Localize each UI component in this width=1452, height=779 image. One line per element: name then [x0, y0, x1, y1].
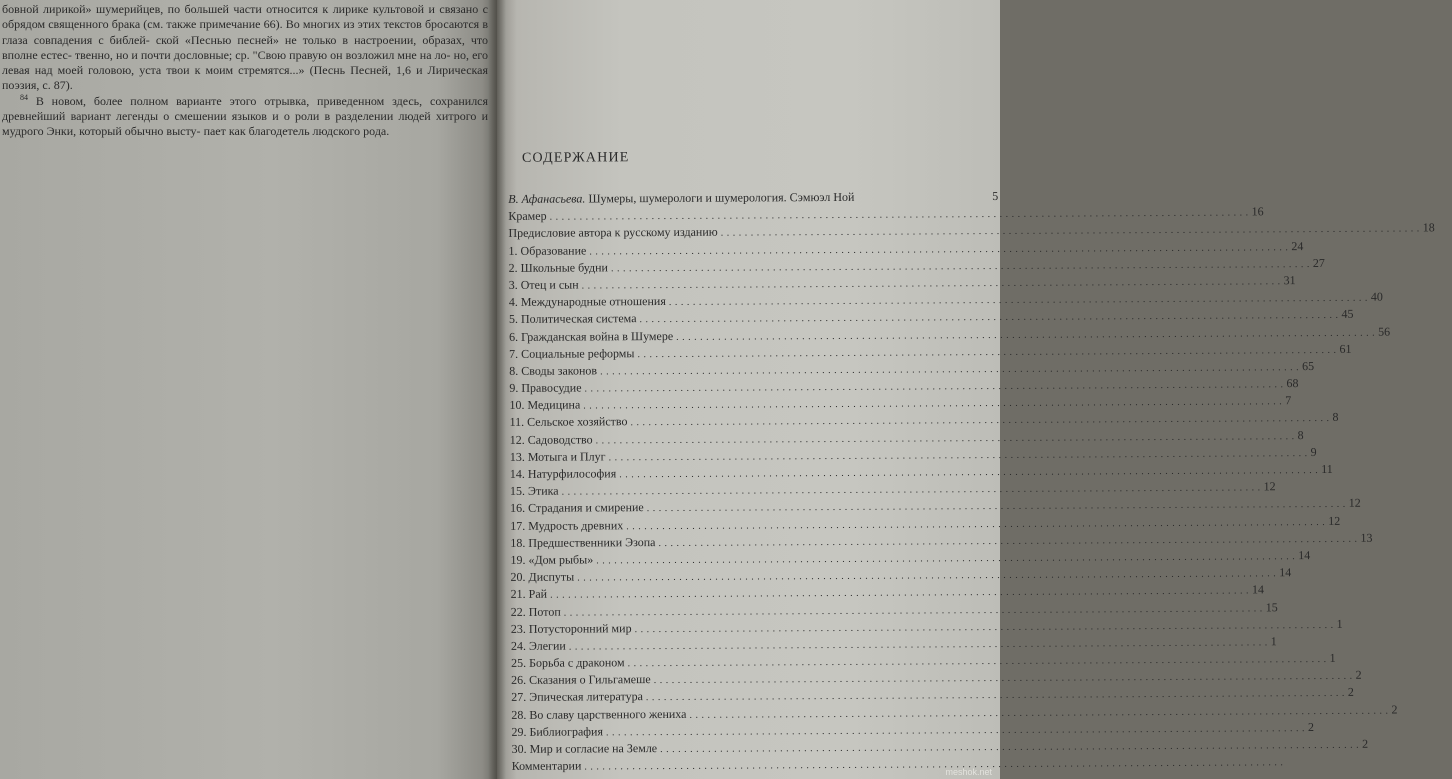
toc-entry-page: 40: [1370, 289, 1383, 304]
toc-entry-page: 9: [1310, 444, 1317, 459]
note-83-continuation: [2, 2, 488, 94]
toc-entry-page: 1: [1329, 650, 1336, 665]
toc-entry-page: 15: [1265, 599, 1278, 614]
toc-entry-page: 8: [1297, 427, 1304, 442]
toc-entry-title: 14. Натурфилософия: [509, 466, 617, 481]
note-line: культовой и связано с обрядом священного брака (см. также примечание: [2, 2, 488, 32]
toc-entry-page: 2: [1391, 702, 1398, 717]
toc-entry-title: 11. Сельское хозяйство: [509, 414, 628, 430]
toc-entry-title: 24. Элегии: [510, 638, 566, 653]
toc-entry-page: 1: [1270, 634, 1277, 649]
toc-entry-title: 9. Правосудие: [509, 380, 582, 395]
toc-entry-page: 24: [1291, 238, 1304, 253]
toc-entry-page: 12: [1263, 479, 1276, 494]
toc-leader-dots: [857, 200, 989, 201]
toc-entry-page: 5: [992, 188, 999, 203]
toc-entry-title: 27. Эпическая литература: [511, 689, 643, 705]
toc-entry-title: 10. Медицина: [509, 397, 581, 413]
right-page: [497, 0, 1435, 779]
note-line: В новом, более полном варианте этого отрывка, приведенном здесь,: [35, 93, 423, 108]
toc-entry-title: 13. Мотыга и Плуг: [509, 449, 606, 464]
toc-entry-title: 5. Политическая система: [508, 311, 637, 327]
note-line: бовной лирикой» шумерийцев, по большей части относится к лирике: [2, 2, 369, 16]
toc-entry-page: 16: [1251, 204, 1264, 219]
toc-entry-title: 20. Диспуты: [510, 569, 575, 585]
note-line: пает как благодетель людского рода.: [203, 124, 390, 139]
toc-entry-page: 11: [1321, 461, 1333, 476]
toc-entry-title: [508, 189, 854, 208]
note-line: но, его левая над моей головою, уста твои к моим стремятся...» (Песнь: [2, 47, 489, 78]
note-number: 84: [20, 92, 28, 102]
toc-entry-title: 30. Мир и согласие на Земле: [511, 741, 658, 756]
toc-list: [508, 188, 1435, 775]
toc-entry-page: 2: [1307, 719, 1314, 734]
toc-entry-title: Крамер: [508, 208, 547, 224]
toc-entry-title: 4. Международные отношения: [508, 294, 666, 310]
toc-entry-title: 23. Потусторонний мир: [510, 620, 632, 636]
toc-entry-page: 14: [1251, 582, 1265, 597]
toc-entry-page: 14: [1279, 565, 1292, 580]
toc-title: СОДЕРЖАНИЕ: [521, 150, 630, 166]
toc-entry-page: 2: [1362, 736, 1369, 751]
left-page: [0, 0, 497, 779]
toc-entry-title: 21. Рай: [510, 587, 548, 602]
toc-leader-dots: [584, 753, 1283, 775]
toc-entry-title-text: Шумеры, шумерологи и шумерология. Сэмюэл Ной: [585, 189, 855, 206]
table-of-contents: [497, 0, 1435, 779]
toc-entry-page: 18: [1422, 220, 1435, 235]
toc-entry-title: 2. Школьные будни: [508, 260, 608, 275]
toc-entry-page: 12: [1348, 496, 1361, 511]
toc-entry-title: 12. Садоводство: [509, 432, 593, 447]
note-line: 66). Во многих из этих текстов бросаются в глаза совпадения с библей-: [2, 17, 488, 47]
toc-entry-title: 7. Социальные реформы: [509, 345, 635, 361]
toc-entry-page: 27: [1312, 255, 1325, 270]
toc-entry-title: 3. Отец и сын: [508, 277, 579, 292]
toc-entry-title: 16. Страдания и смирение: [510, 500, 644, 516]
toc-entry-page: 13: [1360, 530, 1373, 545]
toc-entry-title: 29. Библиография: [511, 724, 604, 739]
watermark: meshok.net: [945, 767, 992, 777]
toc-entry-title: 8. Своды законов: [509, 363, 598, 378]
toc-entry-page: 45: [1341, 307, 1354, 322]
toc-entry-title: 19. «Дом рыбы»: [510, 552, 594, 567]
toc-entry-page: 65: [1302, 358, 1315, 373]
toc-entry-title: Предисловие автора к русскому изданию: [508, 225, 718, 241]
toc-entry-page: 12: [1328, 513, 1341, 528]
notes-block: [2, 2, 488, 140]
toc-entry-page: 14: [1298, 547, 1311, 563]
note-line: твенно, но и почти дословные; ср. "Свою правую он возложил мне на ло-: [74, 47, 451, 62]
note-line: в разделении людей хитрого и мудрого Энки, который обычно высту-: [2, 109, 488, 139]
note-line: сохранился древнейший вариант легенды о смешении языков и о роли: [2, 93, 489, 124]
toc-entry-title: Комментарии: [511, 758, 582, 774]
toc-entry-page: 2: [1347, 685, 1354, 700]
toc-entry-author: В. Афанасьева.: [508, 191, 586, 206]
toc-entry-title: 26. Сказания о Гильгамеше: [511, 672, 651, 688]
toc-entry-title: 1. Образование: [508, 243, 587, 258]
toc-entry-title: 18. Предшественники Эзопа: [510, 534, 656, 550]
toc-entry-title: 22. Потоп: [510, 604, 561, 619]
toc-entry-page: 2: [1355, 667, 1362, 683]
toc-entry-title: 6. Гражданская война в Шумере: [509, 328, 674, 344]
toc-entry-title: 17. Мудрость древних: [510, 517, 624, 533]
toc-entry-title: 15. Этика: [509, 483, 559, 499]
toc-entry-title: 28. Во славу царственного жениха: [511, 706, 687, 722]
note-84: [2, 94, 488, 140]
toc-entry-page: 61: [1339, 341, 1352, 356]
book-gutter: [488, 0, 506, 779]
toc-entry-page: 31: [1283, 273, 1296, 288]
toc-entry-page: 8: [1332, 410, 1339, 425]
toc-entry-page: 56: [1378, 324, 1391, 339]
toc-entry-page: 7: [1285, 393, 1292, 408]
note-line: ской «Песнью песней» не только в настроении, образах, что вполне естес-: [2, 32, 489, 62]
toc-entry-page: 68: [1286, 376, 1299, 391]
toc-entry-title: 25. Борьба с драконом: [511, 655, 625, 670]
note-line: Песней, 1,6 и Лирическая поэзия, с. 87).: [2, 63, 489, 93]
toc-entry-page: 1: [1336, 616, 1343, 631]
